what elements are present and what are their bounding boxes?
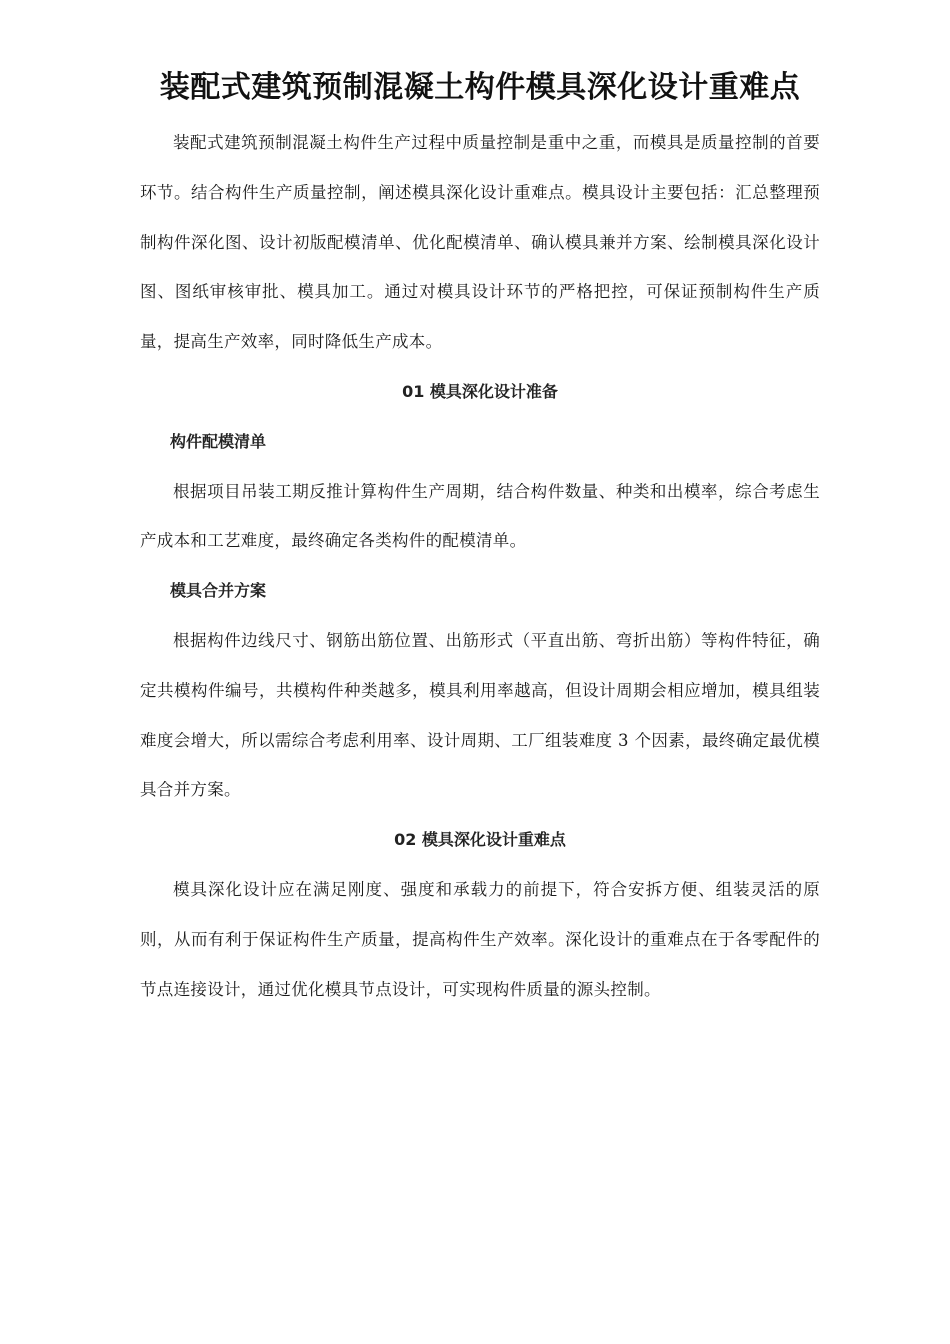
subheading-mold-list: 构件配模清单 [170,431,267,451]
document-title: 装配式建筑预制混凝土构件模具深化设计重难点 [159,70,801,105]
document-body [140,58,820,1014]
mold-merge-paragraph: 根据构件边线尺寸、钢筋出筋位置、出筋形式（平直出筋、弯折出筋）等构件特征，确定共模构件编号，共模构件种类越多，模具利用率越高，但设计周期会相应增加，模具组装难度会增大，所以需综合考虑利用率、设计周期、工厂组装难度 3 个因素，最终确定最优模具合并方案。 [140,630,820,800]
subheading-mold-merge-plan: 模具合并方案 [170,581,267,601]
mold-list-paragraph: 根据项目吊装工期反推计算构件生产周期，结合构件数量、种类和出模率，综合考虑生产成本和工艺难度，最终确定各类构件的配模清单。 [140,481,820,551]
section-heading-preparation: 01 模具深化设计准备 [402,381,558,401]
intro-paragraph: 装配式建筑预制混凝土构件生产过程中质量控制是重中之重，而模具是质量控制的首要环节。结合构件生产质量控制，阐述模具深化设计重难点。模具设计主要包括：汇总整理预制构件深化图、设计初版配模清单、优化配模清单、确认模具兼并方案、绘制模具深化设计图、图纸审核审批、模具加工。通过对模具设计环节的严格把控，可保证预制构件生产质量，提高生产效率，同时降低生产成本。 [140,133,820,352]
section-heading-key-difficulties: 02 模具深化设计重难点 [394,830,566,850]
key-difficulties-paragraph: 模具深化设计应在满足刚度、强度和承载力的前提下，符合安拆方便、组装灵活的原则，从而有利于保证构件生产质量，提高构件生产效率。深化设计的重难点在于各零配件的节点连接设计，通过优化模具节点设计，可实现构件质量的源头控制。 [140,879,820,999]
